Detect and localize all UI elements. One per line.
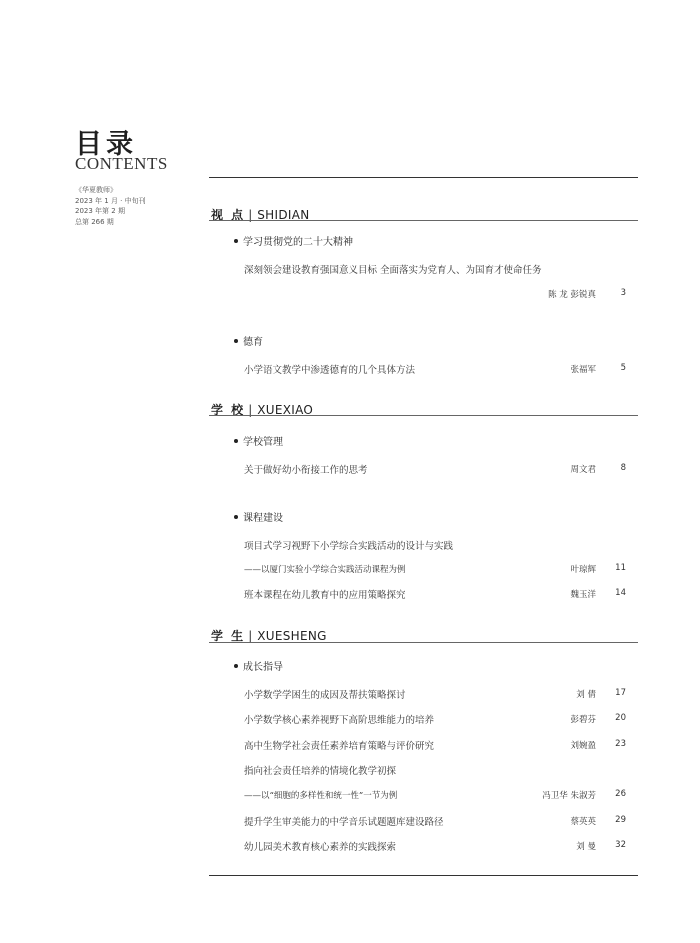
article-authors: 周文君 bbox=[570, 465, 596, 475]
article-authors: 魏玉洋 bbox=[570, 590, 596, 600]
article-title[interactable]: 班本课程在幼儿教育中的应用策略探究 bbox=[244, 590, 406, 601]
section-label-cn: 学 校 bbox=[211, 403, 246, 417]
article-subtitle[interactable]: ——以“细胞的多样性和统一性”一节为例 bbox=[244, 791, 398, 801]
article-title[interactable]: 项目式学习视野下小学综合实践活动的设计与实践 bbox=[244, 541, 454, 552]
journal-name: 《华夏教师》 bbox=[75, 186, 117, 194]
article-title[interactable]: 提升学生审美能力的中学音乐试题题库建设路径 bbox=[244, 817, 444, 828]
article-page: 20 bbox=[615, 713, 626, 723]
article-page: 14 bbox=[615, 588, 626, 598]
total-issue-number: 总第 266 期 bbox=[75, 217, 114, 226]
article-title[interactable]: 关于做好幼小衔接工作的思考 bbox=[244, 465, 368, 476]
category-heading bbox=[234, 658, 283, 673]
article-title[interactable]: 小学语文教学中渗透德育的几个具体方法 bbox=[244, 365, 416, 376]
article-authors: 陈 龙 彭锐真 bbox=[548, 290, 596, 300]
article-authors: 刘 曼 bbox=[576, 842, 596, 852]
section-label-cn: 视 点 bbox=[211, 208, 246, 222]
section-label-en: SHIDIAN bbox=[257, 208, 310, 222]
section-title-shidian: 视 点 | SHIDIAN bbox=[211, 208, 310, 222]
section-divider bbox=[209, 642, 638, 643]
article-page: 5 bbox=[620, 363, 626, 373]
section-label-en: XUESHENG bbox=[257, 629, 327, 643]
article-title[interactable]: 幼儿园美术教育核心素养的实践探索 bbox=[244, 842, 397, 853]
article-title[interactable]: 指向社会责任培养的情境化教学初探 bbox=[244, 766, 397, 777]
issue-info bbox=[75, 185, 146, 227]
section-label-cn: 学 生 bbox=[211, 629, 246, 643]
article-authors: 冯卫华 朱淑芳 bbox=[542, 791, 596, 801]
section-label-en: XUEXIAO bbox=[257, 403, 314, 417]
issue-date: 2023 年 1 月 · 中旬刊 bbox=[75, 196, 146, 205]
article-page: 23 bbox=[615, 739, 626, 749]
article-page: 3 bbox=[620, 288, 626, 298]
article-authors: 彭碧芬 bbox=[570, 715, 596, 725]
page-title: 目录 bbox=[75, 129, 137, 160]
article-authors: 蔡英英 bbox=[570, 817, 596, 827]
category-heading bbox=[234, 233, 353, 248]
article-page: 11 bbox=[615, 563, 626, 573]
bottom-divider bbox=[209, 875, 638, 876]
section-title-xuesheng: 学 生 | XUESHENG bbox=[211, 629, 327, 643]
category-label: 课程建设 bbox=[243, 513, 283, 524]
category-label: 学习贯彻党的二十大精神 bbox=[243, 237, 353, 248]
article-title[interactable]: 小学数学核心素养视野下高阶思维能力的培养 bbox=[244, 715, 435, 726]
article-page: 29 bbox=[615, 815, 626, 825]
bullet-icon bbox=[234, 339, 238, 343]
article-title[interactable]: 高中生物学社会责任素养培育策略与评价研究 bbox=[244, 741, 435, 752]
issue-number: 2023 年第 2 期 bbox=[75, 207, 125, 215]
page-title-en: CONTENTS bbox=[75, 154, 168, 173]
article-page: 17 bbox=[615, 688, 626, 698]
article-authors: 叶琼辉 bbox=[570, 565, 596, 575]
bullet-icon bbox=[234, 239, 238, 243]
category-label: 成长指导 bbox=[243, 662, 283, 673]
bullet-icon bbox=[234, 515, 238, 519]
article-authors: 张福军 bbox=[570, 365, 596, 375]
category-label: 学校管理 bbox=[243, 437, 283, 448]
article-page: 26 bbox=[615, 789, 626, 799]
top-divider bbox=[209, 177, 638, 178]
article-title[interactable]: 深刻领会建设教育强国意义目标 全面落实为党育人、为国育才使命任务 bbox=[244, 265, 542, 276]
bullet-icon bbox=[234, 439, 238, 443]
article-subtitle[interactable]: ——以厦门实验小学综合实践活动课程为例 bbox=[244, 565, 406, 575]
category-heading bbox=[234, 333, 263, 348]
category-label: 德育 bbox=[243, 337, 263, 348]
bullet-icon bbox=[234, 664, 238, 668]
section-divider bbox=[209, 415, 638, 416]
section-divider bbox=[209, 220, 638, 221]
article-authors: 刘 倩 bbox=[576, 690, 596, 700]
section-title-xuexiao: 学 校 | XUEXIAO bbox=[211, 403, 314, 417]
article-page: 8 bbox=[620, 463, 626, 473]
article-title[interactable]: 小学数学学困生的成因及帮扶策略探讨 bbox=[244, 690, 406, 701]
article-page: 32 bbox=[615, 840, 626, 850]
category-heading bbox=[234, 433, 283, 448]
article-authors: 刘婉盈 bbox=[570, 741, 596, 751]
category-heading bbox=[234, 509, 283, 524]
